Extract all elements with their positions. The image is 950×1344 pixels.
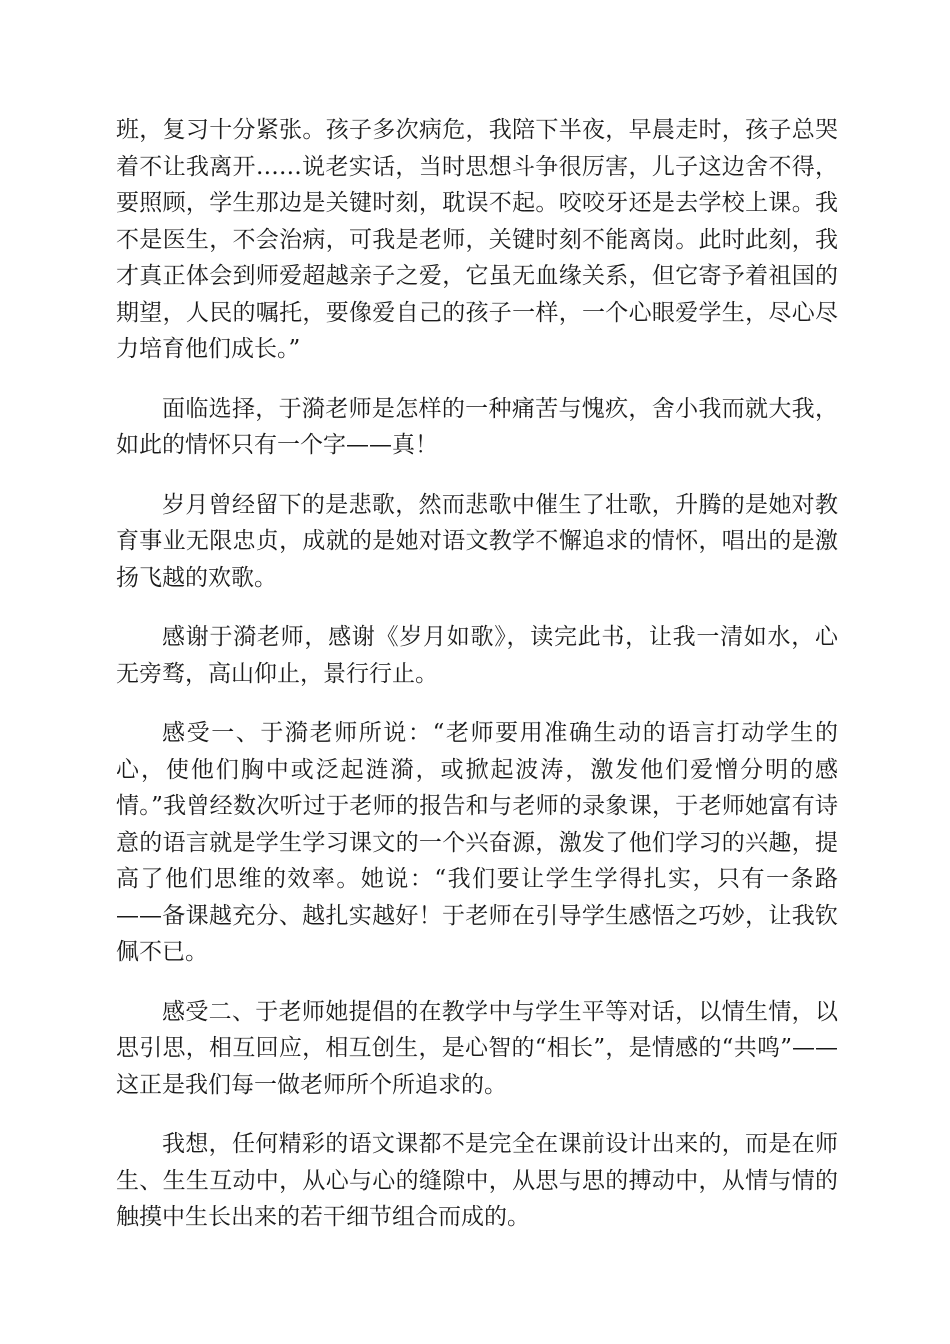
paragraph-thanks: 感谢于漪老师，感谢《岁月如歌》，读完此书，让我一清如水，心无旁骛，高山仰止，景行行止。: [116, 624, 838, 687]
paragraph-songs: 岁月曾经留下的是悲歌，然而悲歌中催生了壮歌，升腾的是她对教育事业无限忠贞，成就的是她对语文教学不懈追求的情怀，唱出的是激扬飞越的欢歌。: [116, 491, 838, 591]
paragraph-choice: 面临选择，于漪老师是怎样的一种痛苦与愧疚，舍小我而就大我，如此的情怀只有一个字——真！: [116, 395, 838, 458]
paragraph-feeling-two: 感受二、于老师她提倡的在教学中与学生平等对话，以情生情，以思引思，相互回应，相互创生，是心智的“相长”，是情感的“共鸣”——这正是我们每一做老师所个所追求的。: [116, 998, 838, 1098]
paragraph-conclusion: 我想，任何精彩的语文课都不是完全在课前设计出来的，而是在师生、生生互动中，从心与心的缝隙中，从思与思的搏动中，从情与情的触摸中生长出来的若干细节组合而成的。: [116, 1131, 838, 1230]
paragraph-continuation: 班，复习十分紧张。孩子多次病危，我陪下半夜，早晨走时，孩子总哭着不让我离开……说老实话，当时思想斗争很厉害，儿子这边舍不得，要照顾，学生那边是关键时刻，耽误不起。咬咬牙还是去学校上课。我不是医生，不会治病，可我是老师，关键时刻不能离岗。此时此刻，我才真正体会到师爱超越亲子之爱，它虽无血缘关系，但它寄予着祖国的期望，人民的嘱托，要像爱自己的孩子一样，一个心眼爱学生，尽心尽力培育他们成长。”: [116, 117, 838, 362]
document-page: [116, 112, 838, 1259]
paragraph-feeling-one: 感受一、于漪老师所说：“老师要用准确生动的语言打动学生的心，使他们胸中或泛起涟漪，或掀起波涛，激发他们爱憎分明的感情。”我曾经数次听过于老师的报告和与老师的录象课，于老师她富有诗意的语言就是学生学习课文的一个兴奋源，激发了他们学习的兴趣，提高了他们思维的效率。她说：“我们要让学生学得扎实，只有一条路——备课越充分、越扎实越好！于老师在引导学生感悟之巧妙，让我钦佩不已。: [116, 720, 838, 965]
